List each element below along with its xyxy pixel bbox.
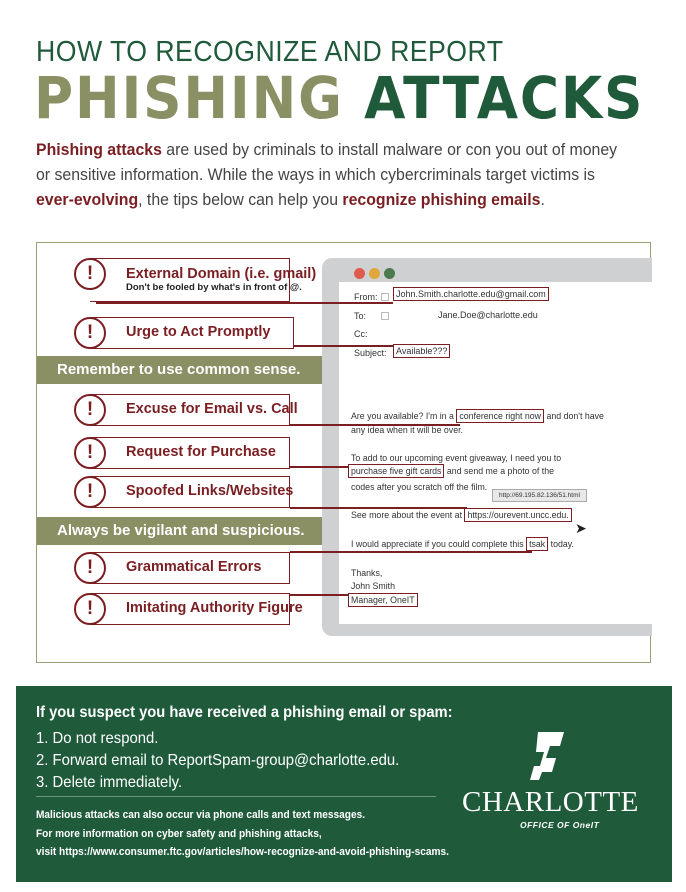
intro-highlight-3: recognize phishing emails <box>342 191 541 209</box>
body-line-6 <box>351 510 572 520</box>
alert-icon: ! <box>74 593 106 625</box>
intro-highlight-2: ever-evolving <box>36 191 139 209</box>
tip-grammatical-errors: Grammatical Errors <box>90 552 290 584</box>
footer-step-2: 2. Forward email to ReportSpam-group@charlotte.edu. <box>36 752 400 769</box>
tip-spoofed-links: Spoofed Links/Websites <box>90 476 290 508</box>
to-label: To: <box>354 311 367 321</box>
from-label: From: <box>354 292 378 302</box>
footer-steps <box>36 728 399 794</box>
connector-line <box>294 345 393 347</box>
body-spoofed-link[interactable]: https://ourevent.uncc.edu. <box>464 508 571 522</box>
tip-excuse-email: Excuse for Email vs. Call <box>90 394 290 426</box>
footer-step-1: 1. Do not respond. <box>36 730 159 747</box>
body-line-4 <box>348 466 554 476</box>
connector-line <box>290 551 532 553</box>
to-value: Jane.Doe@charlotte.edu <box>438 310 538 320</box>
alert-icon: ! <box>74 317 106 349</box>
logo-subtitle: OFFICE OF OneIT <box>520 820 600 830</box>
body-line-5: codes after you scratch off the film. <box>351 482 488 492</box>
tip-sublabel: Don't be fooled by what's in front of @. <box>126 282 302 293</box>
intro-highlight-1: Phishing attacks <box>36 141 162 159</box>
footer-note <box>36 806 449 862</box>
body-line-7 <box>351 539 574 549</box>
title-word-attacks: ATTACKS <box>364 64 645 132</box>
logo-wordmark: CHARLOTTE <box>462 786 639 818</box>
body-text: See more about the event at <box>351 510 465 520</box>
body-text: I would appreciate if you could complete this <box>351 539 527 549</box>
report-footer <box>16 686 672 882</box>
body-line-8: Thanks, <box>351 568 383 578</box>
intro-text-2: , the tips below can help you <box>138 191 343 209</box>
footer-divider <box>36 796 436 797</box>
connector-line <box>96 302 393 304</box>
connector-line <box>290 424 460 426</box>
window-minimize-dot <box>369 268 380 279</box>
mouse-cursor-icon: ➤ <box>575 520 587 536</box>
intro-paragraph <box>36 138 631 213</box>
tip-external-domain <box>90 258 317 302</box>
cc-label: Cc: <box>354 329 368 339</box>
alert-icon: ! <box>74 437 106 469</box>
body-text: Are you available? I'm in a <box>351 411 457 421</box>
tip-urge-to-act: Urge to Act Promptly <box>90 317 294 349</box>
band-common-sense: Remember to use common sense. <box>37 356 325 384</box>
body-text: today. <box>548 539 574 549</box>
subject-value: Available??? <box>393 344 450 358</box>
footer-step-3: 3. Delete immediately. <box>36 774 183 791</box>
window-close-dot <box>354 268 365 279</box>
connector-line <box>290 466 348 468</box>
footer-heading: If you suspect you have received a phishing email or spam: <box>36 704 453 721</box>
alert-icon: ! <box>74 552 106 584</box>
body-line-9: John Smith <box>351 581 396 591</box>
link-tooltip: http://69.195.82.136/51.html <box>492 489 587 502</box>
page-title <box>34 64 644 132</box>
charlotte-c-logo-icon <box>526 730 572 782</box>
body-text: and send me a photo of the <box>444 466 555 476</box>
body-highlight-typo: tsak <box>526 537 548 551</box>
from-checkbox <box>381 293 389 301</box>
alert-icon: ! <box>74 258 106 290</box>
body-line-2: any idea when it will be over. <box>351 425 463 435</box>
subject-label: Subject: <box>354 348 387 358</box>
title-word-phishing: PHISHING <box>34 64 344 132</box>
intro-text-3: . <box>540 191 545 209</box>
body-highlight-conference: conference right now <box>456 409 544 423</box>
page-subtitle: HOW TO RECOGNIZE AND REPORT <box>36 36 504 68</box>
intro-text-1: are used by criminals to install malware or con you out of money or sensitive information. While the ways in which cybercriminals target victims is <box>36 141 618 184</box>
tip-authority-figure: Imitating Authority Figure <box>90 593 290 625</box>
tip-request-purchase: Request for Purchase <box>90 437 290 469</box>
connector-line <box>290 507 467 509</box>
from-value: John.Smith.charlotte.edu@gmail.com <box>393 287 549 301</box>
alert-icon: ! <box>74 476 106 508</box>
tip-label: External Domain (i.e. gmail) <box>126 266 317 282</box>
band-vigilant: Always be vigilant and suspicious. <box>37 517 325 545</box>
window-maximize-dot <box>384 268 395 279</box>
footer-note-line-1: Malicious attacks can also occur via phone calls and text messages. <box>36 809 366 821</box>
body-highlight-gift-cards: purchase five gift cards <box>348 464 444 478</box>
to-checkbox <box>381 312 389 320</box>
footer-note-line-3[interactable]: visit https://www.consumer.ftc.gov/articles/how-recognize-and-avoid-phishing-scams. <box>36 846 449 858</box>
body-signature-title: Manager, OneIT <box>348 593 418 607</box>
body-line-3: To add to our upcoming event giveaway, I need you to <box>351 453 562 463</box>
alert-icon: ! <box>74 394 106 426</box>
body-text: and don't have <box>544 411 604 421</box>
footer-note-line-2: For more information on cyber safety and phishing attacks, <box>36 827 322 840</box>
body-line-1 <box>351 411 604 421</box>
